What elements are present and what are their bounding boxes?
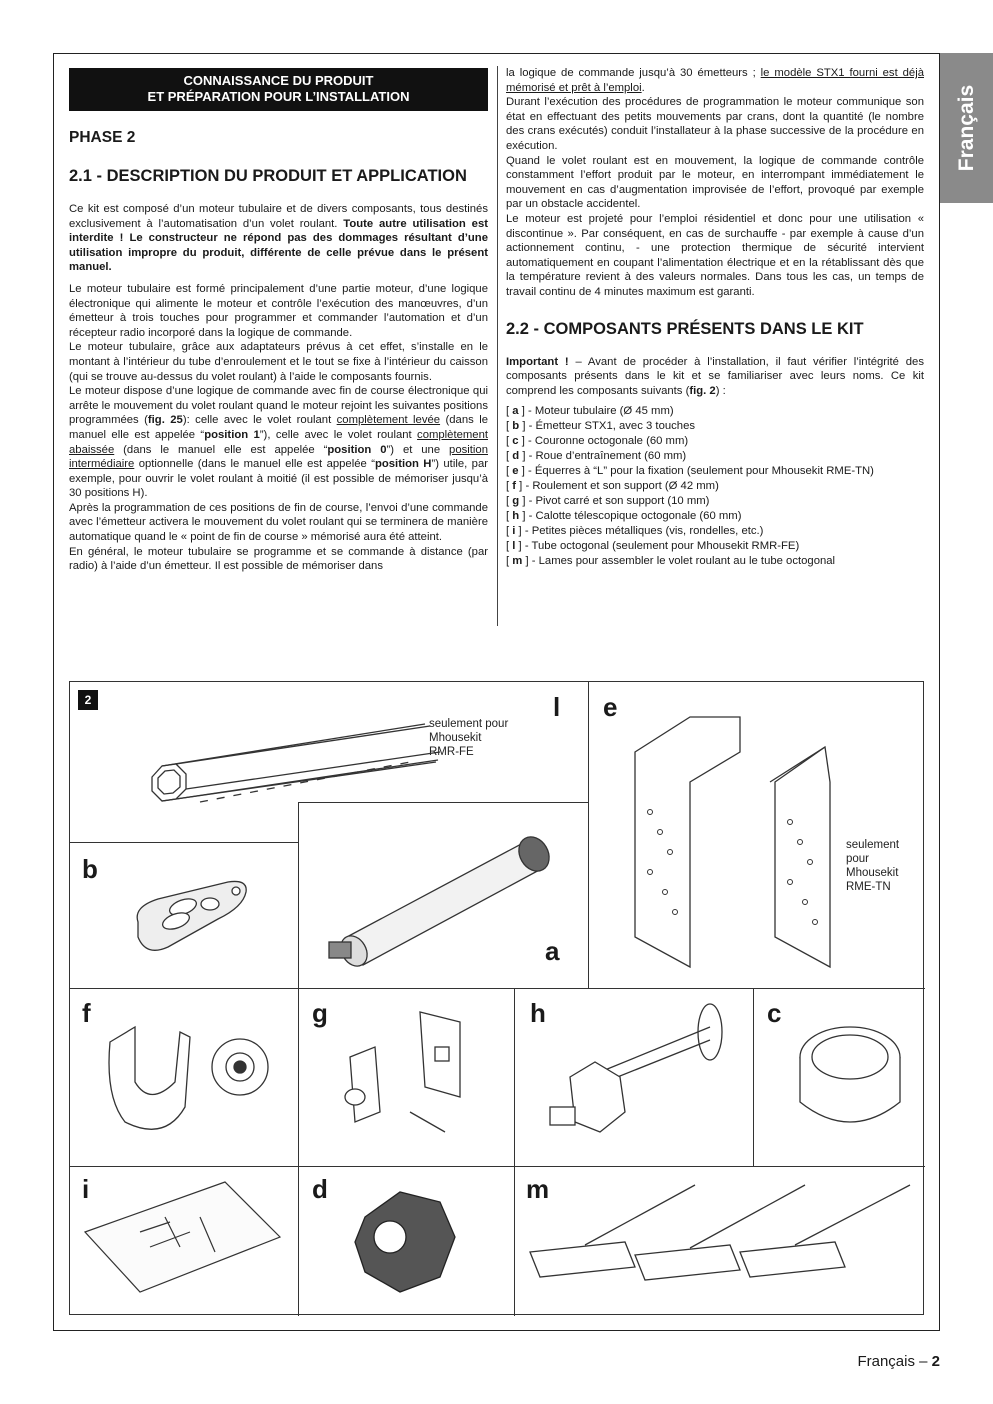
component-item: [ d ] - Roue d’entraînement (60 mm) [506, 450, 687, 463]
language-tab: Français [940, 53, 993, 203]
intro-paragraph: Ce kit est composé d’un moteur tubulaire et de divers composants, tous destinés exclusivement à l’automatisation d’un volet roulant. Toute autre utilisation est interdite ! Le constructeur ne répond pas des dommages résultant d’une utilisation impropre du produit, différente de celle prévue dans le présent manuel. [69, 203, 488, 274]
grid-line [298, 988, 299, 1316]
component-item: [ e ] - Équerres à “L” pour la fixation (seulement pour Mhousekit RME-TN) [506, 465, 874, 478]
grid-line [70, 1166, 925, 1167]
page-footer: Français – 2 [857, 1353, 940, 1370]
component-item: [ l ] - Tube octogonal (seulement pour Mhousekit RMR-FE) [506, 540, 800, 553]
paragraph-crans: Durant l’exécution des procédures de programmation le moteur communique son état en effectuant des petits mouvements par crans, dont la quantité (le nombre des crans exécutés) conduit l’installateur à la phase successive de la procédure en exécution. [506, 96, 924, 152]
component-item: [ g ] - Pivot carré et son support (10 mm) [506, 495, 710, 508]
section-2-title: 2.2 - COMPOSANTS PRÉSENTS DANS LE KIT [506, 319, 864, 338]
label-d: d [312, 1174, 328, 1204]
grid-line [514, 988, 515, 1316]
paragraph-installation: Le moteur tubulaire, grâce aux adaptateurs prévus à cet effet, s’installe en le montant à l’intérieur du tube d’enroulement et le tout se fixe à l’intérieur du caisson (qui se trouve au-dessus du volet roulant) à l’aide le composants fournis. [69, 341, 488, 383]
component-item: [ h ] - Calotte télescopique octogonale (60 mm) [506, 510, 742, 523]
note-tube: seulement pour Mhousekit RMR-FE [429, 718, 509, 758]
grid-line [70, 842, 298, 843]
label-i: i [82, 1174, 90, 1204]
label-e: e [603, 692, 618, 722]
component-item: [ b ] - Émetteur STX1, avec 3 touches [506, 420, 695, 433]
paragraph-moteur: Le moteur tubulaire est formé principalement d’une partie moteur, d’une logique électronique qui alimente le moteur et contrôle l’exécution des manœuvres, d’un émetteur à trois touches pour programmer et commander l’automation et d’un récepteur radio incorporé dans la logique de commande. [69, 282, 488, 339]
label-c: c [767, 998, 782, 1028]
l-brackets-drawing [630, 712, 840, 972]
grid-line [70, 988, 925, 989]
square-pivot-drawing [330, 1002, 490, 1152]
section-banner: CONNAISSANCE DU PRODUIT ET PRÉPARATION POUR L’INSTALLATION [69, 68, 488, 111]
components-list [506, 404, 924, 569]
grid-line [588, 682, 589, 988]
telescopic-cap-drawing [540, 1002, 740, 1152]
label-g: g [312, 998, 328, 1028]
component-item: [ c ] - Couronne octogonale (60 mm) [506, 435, 689, 448]
phase-title: PHASE 2 [69, 129, 136, 146]
bearing-support-drawing [105, 1022, 280, 1152]
label-b: b [82, 854, 98, 884]
figure-number: 2 [78, 690, 98, 710]
note-brackets: seulement pour Mhousekit RME-TN [846, 839, 900, 893]
paragraph-usage: Le moteur est projeté pour l’emploi résidentiel et donc pour une utilisation « discontinue ». Par conséquent, en cas de surchauffe - par exemple à cause d’un actionnement continu, - une protection thermique de sécurité intervient automatiquement en coupant l’alimentation électrique et en la rétablissant dès que la température revient à des valeurs normales. Dans tous les cas, un temps de travail continu de 4 minutes maximum est garanti. [506, 212, 924, 298]
paragraph-fin-de-course: Le moteur dispose d’une logique de commande avec fin de course électronique qui arrête le mouvement du volet roulant quand le moteur rejoint les suivantes positions programmées (fig. 25): celle avec le volet roulant complètement levée (dans le manuel elle est appelée “position 1”), celle avec le volet roulant complètement abaissée (dans le manuel elle est appelée “position 0”) et une position intermédiaire optionnelle (dans le manuel elle est appelée “position H”) utile, par exemple, pour ouvrir le volet roulant à moitié (il est possible de mémoriser jusqu’à 30 positions H). [69, 385, 488, 500]
label-l: l [553, 692, 561, 722]
component-item: [ m ] - Lames pour assembler le volet roulant au le tube octogonal [506, 555, 836, 568]
paragraph-important: Important ! – Avant de procéder à l’installation, il faut vérifier l’intégrité des composants présents dans le kit et se familiariser avec leurs noms. Ce kit comprend les composants suivants (fig. 2) : [506, 355, 924, 397]
label-m: m [526, 1174, 550, 1204]
paragraph-programmation: Après la programmation de ces positions de fin de course, l’envoi d’une commande avec l’émetteur activera le mouvement du volet roulant qui se terminera de manière automatique quand le « point de fin de course » mémorisé aura été atteint. [69, 501, 488, 544]
label-a: a [545, 936, 560, 966]
octagonal-crown-drawing [790, 1012, 910, 1152]
remote-control-drawing [128, 877, 258, 967]
label-f: f [82, 998, 91, 1028]
component-item: [ i ] - Petites pièces métalliques (vis, rondelles, etc.) [506, 525, 764, 538]
left-column [69, 68, 488, 574]
paragraph-effort: Quand le volet roulant est en mouvement, la logique de commande contrôle constamment l’effort produit par le moteur, en interrompant immédiatement le mouvement en cas d’augmentation improvisée de l’effort, provoqué par exemple par un obstacle accidentel. [506, 154, 924, 211]
paragraph-emetteurs: la logique de commande jusqu’à 30 émetteurs ; le modèle STX1 fourni est déjà mémorisé et prêt à l’emploi. [506, 67, 924, 94]
component-item: [ a ] - Moteur tubulaire (Ø 45 mm) [506, 405, 674, 418]
column-separator [497, 66, 498, 626]
paragraph-general: En général, le moteur tubulaire se programme et se commande à distance (par radio) à l’aide d’un émetteur. Il est possible de mémoriser dans [69, 545, 488, 573]
slats-drawing [525, 1177, 915, 1292]
component-item: [ f ] - Roulement et son support (Ø 42 mm) [506, 480, 719, 493]
figure-2 [69, 681, 924, 1315]
right-column [506, 66, 924, 569]
label-h: h [530, 998, 546, 1028]
grid-line [753, 988, 754, 1166]
drive-wheel-drawing [345, 1177, 475, 1307]
hardware-bag-drawing [80, 1177, 285, 1307]
tubular-motor-drawing [315, 820, 565, 970]
section-1-title: 2.1 - DESCRIPTION DU PRODUIT ET APPLICATION [69, 167, 467, 185]
octagonal-tube-drawing [140, 722, 440, 832]
